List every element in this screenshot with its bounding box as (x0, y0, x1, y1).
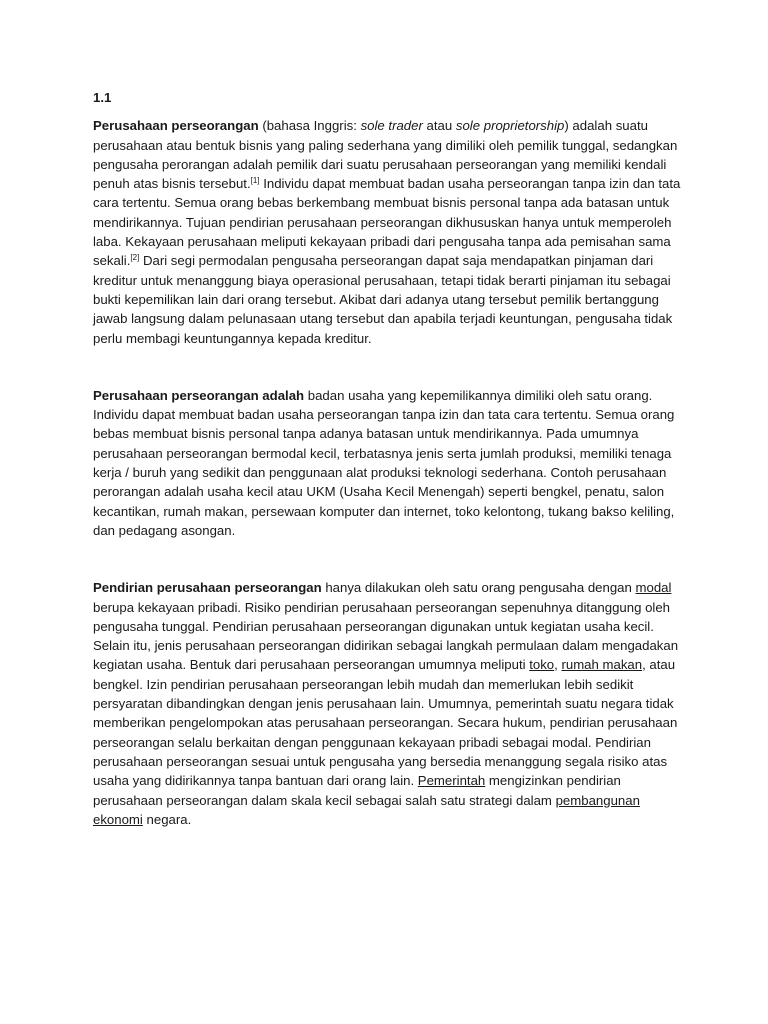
link-modal[interactable]: modal (635, 580, 672, 596)
link-pemerintah[interactable]: Pemerintah (417, 773, 486, 789)
paragraph-definition (93, 116, 683, 348)
term-italic-sole-proprietorship: sole proprietorship (455, 118, 565, 134)
text-run: negara. (142, 811, 192, 827)
section-number-heading: 1.1 (93, 90, 112, 105)
footnote-ref-1[interactable]: [1] (250, 176, 260, 186)
paragraph-description (93, 386, 683, 540)
text-run: hanya dilakukan oleh satu orang pengusaha dengan (321, 580, 636, 596)
text-run: ) adalah suatu perusahaan atau bentuk bisnis yang paling sederhana yang dimiliki oleh pemilik tunggal, sedangkan pengusaha perorangan adalah pemilik dari suatu perusahaan perseorangan yang memiliki kendali penuh atas bisnis tersebut. (93, 118, 678, 192)
paragraph-establishment (93, 578, 683, 829)
link-rumah-makan[interactable]: rumah makan (561, 657, 643, 673)
text-run: Individu dapat membuat badan usaha perseorangan tanpa izin dan tata cara tertentu. Semua orang bebas berkembang membuat bisnis personal tanpa ada batasan untuk mendirikannya. Tujuan pendirian perusahaan perseorangan dikhususkan hanya untuk memperoleh laba. Kekayaan perusahaan meliputi kekayaan pribadi dari pengusaha tanpa ada pemisahan sama sekali. (93, 176, 681, 269)
text-run: atau (422, 118, 456, 134)
text-run: (bahasa Inggris: (258, 118, 361, 134)
term-bold: Perusahaan perseorangan (93, 118, 259, 134)
term-bold: Perusahaan perseorangan adalah (93, 387, 305, 403)
footnote-ref-2[interactable]: [2] (130, 253, 140, 263)
link-pembangunan-ekonomi[interactable]: pembangunan ekonomi (93, 792, 640, 827)
text-run: badan usaha yang kepemilikannya dimiliki oleh satu orang. Individu dapat membuat badan usaha perseorangan tanpa izin dan tata cara tertentu. Semua orang bebas membuat bisnis personal tanpa adanya batasan untuk mendirikannya. Pada umumnya perusahaan perseorangan bermodal kecil, terbatasnya jenis serta jumlah produksi, memiliki tenaga kerja / buruh yang sedikit dan penggunaan alat produksi teknologi sederhana. Contoh perusahaan perorangan adalah usaha kecil atau UKM (Usaha Kecil Menengah) seperti bengkel, penatu, salon kecantikan, rumah makan, persewaan komputer dan internet, toko kelontong, tukang bakso keliling, dan pedagang asongan. (93, 387, 675, 538)
link-toko[interactable]: toko (529, 657, 555, 673)
term-bold: Pendirian perusahaan perseorangan (93, 580, 322, 596)
text-run: , (554, 657, 562, 673)
text-run: mengizinkan pendirian perusahaan perseorangan dalam skala kecil sebagai salah satu strategi dalam (93, 773, 621, 808)
document-page (93, 88, 683, 829)
text-run: , atau bengkel. Izin pendirian perusahaan perseorangan lebih mudah dan memerlukan lebih sedikit persyaratan dibandingkan dengan jenis perusahaan lain. Umumnya, pemerintah suatu negara tidak memberikan pengelompokan atas perusahaan perseorangan. Secara hukum, pendirian perusahaan perseorangan selalu berkaitan dengan penggunaan kekayaan pribadi sebagai modal. Pendirian perusahaan perseorangan sesuai untuk pengusaha yang bersedia menanggung segala risiko atas usaha yang didirikannya tanpa bantuan dari orang lain. (93, 657, 678, 789)
term-italic-sole-trader: sole trader (360, 118, 423, 134)
text-run: berupa kekayaan pribadi. Risiko pendirian perusahaan perseorangan sepenuhnya ditanggung oleh pengusaha tunggal. Pendirian perusahaan perseorangan digunakan untuk kegiatan usaha kecil. Selain itu, jenis perusahaan perseorangan didirikan sebagai langkah permulaan dalam mengadakan kegiatan usaha. Bentuk dari perusahaan perseorangan umumnya meliputi (93, 599, 679, 673)
text-run: Dari segi permodalan pengusaha perseorangan dapat saja mendapatkan pinjaman dari kreditur untuk menanggung biaya operasional perusahaan, tetapi tidak berarti pinjaman itu sebagai bukti kepemilikan lain dari orang tersebut. Akibat dari adanya utang tersebut pemilik bertanggung jawab langsung dalam pelunasaan utang tersebut dan apabila terjadi keuntungan, pengusaha tidak perlu membagi keuntungannya kepada kreditur. (93, 253, 673, 346)
